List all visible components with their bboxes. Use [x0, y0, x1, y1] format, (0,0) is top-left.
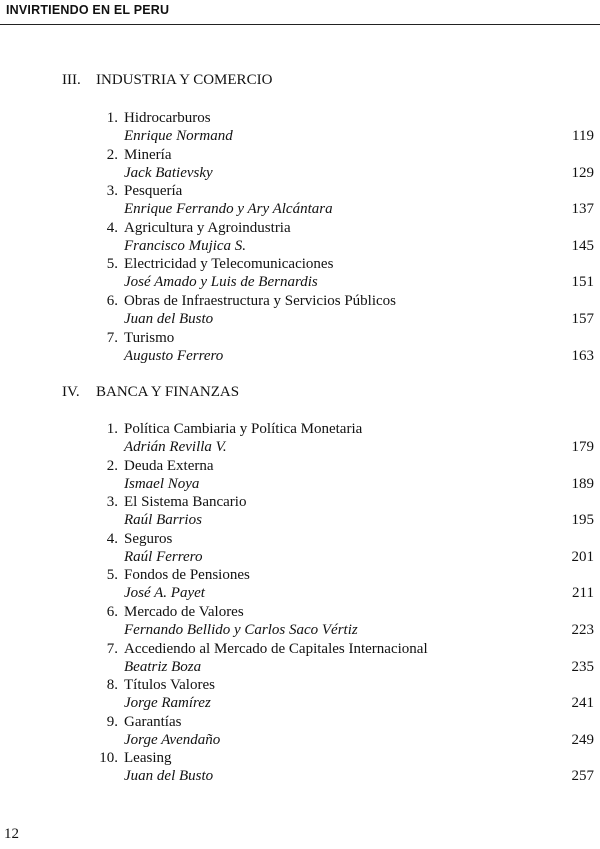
entry-number: 9. [106, 713, 118, 730]
toc-entry [0, 421, 600, 457]
page-number: 12 [4, 826, 19, 842]
toc-entry [0, 183, 600, 219]
toc-entry [0, 567, 600, 603]
entry-author: Enrique Ferrando y Ary Alcántara [124, 201, 333, 218]
entry-page-number: 249 [571, 731, 594, 748]
entry-title: El Sistema Bancario [124, 494, 247, 511]
entry-author: José A. Payet [124, 585, 205, 602]
toc-entry [0, 147, 600, 183]
entry-author: Augusto Ferrero [124, 347, 224, 364]
entry-author: Juan del Busto [124, 768, 214, 785]
entry-title: Seguros [124, 530, 173, 547]
entry-number: 10. [99, 750, 118, 767]
toc-entry [0, 604, 600, 640]
entry-author: Enrique Normand [124, 128, 233, 144]
entry-title: Fondos de Pensiones [124, 567, 250, 584]
entry-number: 2. [106, 146, 118, 163]
entry-title: Accediendo al Mercado de Capitales Internacional [124, 640, 428, 657]
entry-number: 5. [106, 567, 118, 584]
entry-title: Agricultura y Agroindustria [124, 219, 291, 236]
entry-page-number: 257 [571, 768, 594, 785]
toc-entry [0, 293, 600, 329]
entry-page-number: 189 [571, 475, 594, 492]
entry-author: Jorge Avendaño [124, 731, 221, 748]
section-number: III. [62, 72, 81, 88]
entry-page-number: 179 [571, 439, 594, 455]
entry-number: 3. [106, 494, 118, 511]
section-title: BANCA Y FINANZAS [96, 384, 240, 400]
entry-title: Electricidad y Telecomunicaciones [124, 256, 334, 273]
toc-entry [0, 220, 600, 256]
entry-title: Garantías [124, 713, 182, 730]
toc-entry [0, 458, 600, 494]
entry-title: Mercado de Valores [124, 604, 244, 620]
entry-number: 1. [106, 110, 118, 126]
entry-page-number: 145 [571, 237, 594, 254]
running-head [0, 0, 600, 25]
running-head-title: INVIRTIENDO EN EL PERU [6, 3, 170, 17]
entry-author: Adrián Revilla V. [124, 439, 227, 455]
entry-page-number: 235 [571, 658, 594, 675]
entry-number: 3. [106, 183, 118, 200]
entry-number: 4. [106, 219, 118, 236]
section-heading [62, 384, 239, 401]
toc-entry [0, 714, 600, 750]
entry-number: 4. [106, 530, 118, 547]
entry-page-number: 241 [571, 695, 594, 712]
entry-page-number: 223 [571, 622, 594, 638]
entry-number: 6. [106, 604, 118, 620]
entry-author: José Amado y Luis de Bernardis [124, 274, 318, 291]
toc-entry [0, 641, 600, 677]
entry-page-number: 211 [572, 585, 594, 602]
entry-title: Hidrocarburos [124, 110, 211, 126]
entry-page-number: 157 [571, 311, 594, 327]
toc-entry [0, 531, 600, 567]
entry-title: Turismo [124, 329, 175, 346]
entry-title: Títulos Valores [124, 677, 215, 694]
toc-entry [0, 494, 600, 530]
entry-number: 7. [106, 329, 118, 346]
section-heading [62, 72, 272, 89]
entry-author: Raúl Barrios [124, 512, 202, 529]
entry-author: Beatriz Boza [124, 658, 202, 675]
entry-page-number: 195 [571, 512, 594, 529]
entry-number: 1. [106, 421, 118, 437]
entry-number: 8. [106, 677, 118, 694]
section-title: INDUSTRIA Y COMERCIO [96, 72, 273, 88]
entry-number: 6. [106, 293, 118, 309]
entry-title: Pesquería [124, 183, 183, 200]
entry-page-number: 119 [572, 128, 594, 144]
entry-number: 2. [106, 457, 118, 474]
entry-title: Minería [124, 146, 172, 163]
entry-author: Ismael Noya [124, 475, 200, 492]
entry-author: Raúl Ferrero [124, 548, 203, 565]
entry-title: Política Cambiaria y Política Monetaria [124, 421, 363, 437]
entry-number: 5. [106, 256, 118, 273]
toc-entry [0, 677, 600, 713]
entry-page-number: 201 [571, 548, 594, 565]
toc-entry [0, 750, 600, 786]
entry-page-number: 163 [571, 347, 594, 364]
entry-page-number: 129 [571, 164, 594, 181]
section-number: IV. [62, 384, 80, 400]
entry-page-number: 137 [571, 201, 594, 218]
entry-author: Fernando Bellido y Carlos Saco Vértiz [124, 622, 358, 638]
entry-author: Jack Batievsky [124, 164, 213, 181]
entry-author: Francisco Mujica S. [124, 237, 247, 254]
entry-page-number: 151 [571, 274, 594, 291]
entry-author: Juan del Busto [124, 311, 214, 327]
entry-title: Obras de Infraestructura y Servicios Públicos [124, 293, 397, 309]
entry-author: Jorge Ramírez [124, 695, 211, 712]
entry-title: Leasing [124, 750, 172, 767]
toc-entry [0, 256, 600, 292]
entry-number: 7. [106, 640, 118, 657]
toc-entry [0, 110, 600, 146]
entry-title: Deuda Externa [124, 457, 214, 474]
toc-entry [0, 330, 600, 366]
